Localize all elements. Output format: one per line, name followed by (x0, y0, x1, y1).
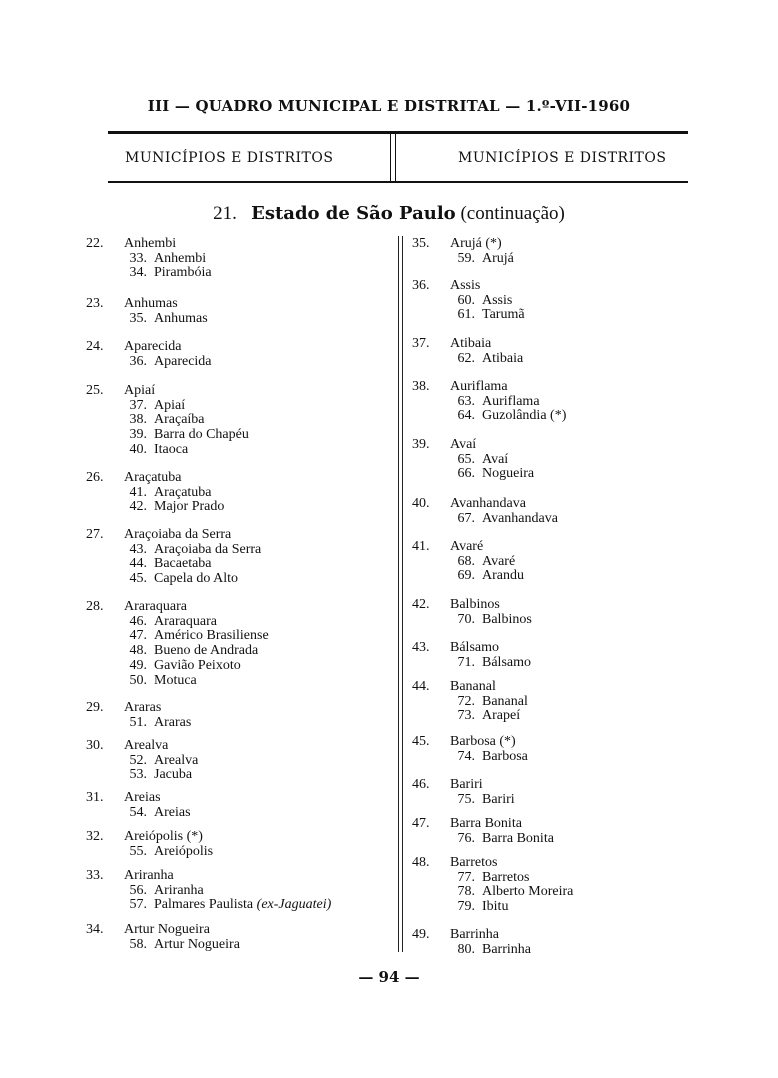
municipio-number: 40. (412, 496, 430, 511)
municipio-number: 49. (412, 927, 430, 942)
distrito-name: Barretos (482, 869, 530, 885)
municipio-name: Arujá (*) (450, 236, 502, 251)
distrito-line (86, 312, 208, 327)
distrito-line (86, 443, 249, 458)
distrito-name: Assis (482, 292, 513, 308)
distrito-number: 56. (129, 882, 147, 898)
distrito-name: Jacuba (154, 767, 193, 783)
distrito-number: 55. (129, 843, 147, 859)
municipio-name: Araçoiaba da Serra (124, 527, 232, 542)
distrito-name: Anhumas (154, 310, 208, 326)
municipio-entry (412, 337, 523, 366)
distrito-name: Avanhandava (482, 510, 558, 526)
distrito-name: Américo Brasiliense (154, 628, 269, 644)
distrito-number: 33. (129, 250, 147, 266)
municipio-number: 45. (412, 734, 430, 749)
distrito-number: 40. (129, 441, 147, 457)
distrito-name: Motuca (154, 672, 197, 688)
page-header: III — QUADRO MUNICIPAL E DISTRITAL — 1.º-VII-1960 (147, 97, 631, 115)
distrito-number: 36. (129, 353, 147, 369)
distrito-line (412, 871, 573, 886)
municipio-entry (86, 791, 191, 820)
distrito-line (412, 885, 573, 900)
distrito-number: 75. (457, 791, 475, 807)
municipio-entry (412, 438, 534, 482)
municipio-entry (86, 830, 213, 859)
distrito-note: (ex-Jaguatei) (256, 897, 332, 913)
distrito-name: Bálsamo (482, 654, 531, 670)
municipio-entry (86, 237, 212, 281)
distrito-number: 71. (457, 654, 475, 670)
municipio-number: 29. (86, 700, 104, 715)
distrito-line (86, 629, 269, 644)
municipio-name: Bariri (450, 777, 483, 792)
distrito-number: 44. (129, 556, 147, 572)
municipio-name: Areias (124, 790, 161, 805)
distrito-line (412, 409, 566, 424)
column-header-left: MUNICÍPIOS E DISTRITOS (125, 150, 334, 166)
distrito-number: 39. (129, 427, 147, 443)
municipio-number: 48. (412, 855, 430, 870)
municipio-number: 32. (86, 829, 104, 844)
municipio-line (412, 856, 573, 871)
municipio-name: Araraquara (124, 599, 187, 614)
distrito-name: Araraquara (154, 613, 217, 629)
distrito-number: 76. (457, 830, 475, 846)
distrito-number: 64. (457, 408, 475, 424)
distrito-number: 72. (457, 693, 475, 709)
column-header-right: MUNICÍPIOS E DISTRITOS (458, 150, 667, 166)
distrito-name: Areias (154, 804, 191, 820)
municipio-entry (86, 869, 331, 913)
distrito-number: 66. (457, 466, 475, 482)
distrito-name: Nogueira (482, 466, 535, 482)
municipio-entry (86, 923, 240, 952)
municipio-number: 41. (412, 539, 430, 554)
municipio-entry (86, 701, 191, 730)
distrito-line (86, 486, 224, 501)
distrito-number: 37. (129, 397, 147, 413)
distrito-name: Arealva (154, 752, 199, 768)
distrito-name: Tarumã (482, 307, 525, 323)
municipio-name: Atibaia (450, 336, 492, 351)
municipio-number: 25. (86, 383, 104, 398)
municipio-name: Artur Nogueira (124, 922, 210, 937)
distrito-number: 54. (129, 804, 147, 820)
distrito-number: 58. (129, 936, 147, 952)
municipio-line (86, 471, 224, 486)
municipio-name: Avaí (450, 437, 477, 452)
municipio-line (412, 540, 524, 555)
distrito-number: 48. (129, 643, 147, 659)
municipio-line (86, 830, 213, 845)
distrito-number: 67. (457, 510, 475, 526)
municipio-line (412, 337, 523, 352)
distrito-number: 70. (457, 611, 475, 627)
distrito-name: Ibitu (482, 899, 509, 915)
distrito-name: Artur Nogueira (154, 936, 240, 952)
distrito-name: Balbinos (482, 611, 532, 627)
municipio-entry (86, 600, 269, 688)
municipio-name: Barra Bonita (450, 816, 522, 831)
distrito-line (86, 399, 249, 414)
distrito-name: Palmares Paulista (154, 897, 254, 913)
municipio-name: Avanhandava (450, 496, 526, 511)
distrito-line (86, 898, 331, 913)
distrito-name: Anhembi (154, 250, 207, 266)
distrito-name: Bariri (482, 791, 515, 807)
distrito-number: 35. (129, 310, 147, 326)
distrito-line (412, 695, 528, 710)
municipio-line (86, 528, 261, 543)
distrito-number: 61. (457, 307, 475, 323)
distrito-line (412, 512, 558, 527)
municipio-line (412, 817, 554, 832)
distrito-line (412, 395, 566, 410)
distrito-line (412, 656, 531, 671)
distrito-name: Alberto Moreira (482, 884, 574, 900)
distrito-number: 45. (129, 571, 147, 587)
distrito-number: 42. (129, 499, 147, 515)
distrito-line (86, 884, 331, 899)
distrito-name: Barbosa (482, 748, 528, 764)
municipio-entry (412, 380, 566, 424)
distrito-line (86, 266, 212, 281)
distrito-name: Barrinha (482, 941, 531, 957)
distrito-line (412, 308, 525, 323)
municipio-line (412, 237, 514, 252)
municipio-line (412, 598, 532, 613)
distrito-name: Araçaíba (154, 412, 205, 428)
distrito-name: Itaoca (154, 441, 189, 457)
page-number: — 94 — (358, 968, 420, 986)
distrito-line (412, 832, 554, 847)
municipio-line (86, 237, 212, 252)
distrito-number: 49. (129, 657, 147, 673)
distrito-name: Arapeí (482, 708, 521, 724)
distrito-number: 62. (457, 350, 475, 366)
municipio-number: 42. (412, 597, 430, 612)
distrito-number: 50. (129, 672, 147, 688)
distrito-name: Araçatuba (154, 484, 212, 500)
distrito-name: Barra Bonita (482, 830, 554, 846)
section-title (0, 203, 778, 225)
municipio-name: Assis (450, 278, 481, 293)
distrito-name: Araras (154, 714, 192, 730)
municipio-entry (412, 540, 524, 584)
distrito-name: Auriflama (482, 393, 540, 409)
municipio-line (86, 384, 249, 399)
municipio-line (412, 497, 558, 512)
municipio-entry (412, 778, 515, 807)
municipio-number: 43. (412, 640, 430, 655)
municipio-entry (86, 528, 261, 587)
distrito-line (412, 709, 528, 724)
distrito-number: 60. (457, 292, 475, 308)
distrito-name: Atibaia (482, 350, 524, 366)
distrito-line (86, 845, 213, 860)
municipio-name: Auriflama (450, 379, 508, 394)
municipio-entry (412, 641, 531, 670)
municipio-entry (412, 735, 528, 764)
distrito-name: Bacaetaba (154, 556, 212, 572)
distrito-name: Avaí (482, 451, 509, 467)
header-rule-bottom (108, 181, 688, 183)
municipio-entry (412, 237, 514, 266)
distrito-name: Apiaí (154, 397, 186, 413)
distrito-line (86, 413, 249, 428)
municipio-name: Araras (124, 700, 162, 715)
distrito-line (86, 768, 198, 783)
municipio-name: Balbinos (450, 597, 500, 612)
municipio-entry (412, 817, 554, 846)
municipio-number: 44. (412, 679, 430, 694)
distrito-number: 69. (457, 568, 475, 584)
distrito-number: 77. (457, 869, 475, 885)
distrito-number: 80. (457, 941, 475, 957)
municipio-line (412, 680, 528, 695)
distrito-number: 38. (129, 412, 147, 428)
municipio-name: Anhumas (124, 296, 178, 311)
distrito-line (412, 900, 573, 915)
column-divider (398, 236, 403, 952)
distrito-number: 51. (129, 714, 147, 730)
distrito-name: Areiópolis (154, 843, 214, 859)
municipio-name: Ariranha (124, 868, 174, 883)
distrito-line (412, 793, 515, 808)
distrito-line (86, 716, 191, 731)
distrito-line (86, 806, 191, 821)
municipio-number: 37. (412, 336, 430, 351)
distrito-line (412, 467, 534, 482)
distrito-line (412, 453, 534, 468)
distrito-name: Avaré (482, 553, 516, 569)
column-header-divider (390, 134, 396, 181)
municipio-line (86, 297, 208, 312)
municipio-number: 28. (86, 599, 104, 614)
municipio-number: 38. (412, 379, 430, 394)
distrito-line (412, 555, 524, 570)
municipio-number: 47. (412, 816, 430, 831)
municipio-line (86, 739, 198, 754)
municipio-entry (86, 739, 198, 783)
municipio-line (86, 791, 191, 806)
municipio-entry (412, 279, 525, 323)
municipio-line (412, 735, 528, 750)
distrito-name: Pirambóia (154, 265, 212, 281)
distrito-line (412, 569, 524, 584)
municipio-name: Barretos (450, 855, 498, 870)
municipio-entry (86, 340, 212, 369)
municipio-name: Areiópolis (*) (124, 829, 203, 844)
municipio-line (412, 928, 531, 943)
municipio-name: Aparecida (124, 339, 182, 354)
municipio-number: 36. (412, 278, 430, 293)
municipio-number: 31. (86, 790, 104, 805)
distrito-line (86, 938, 240, 953)
distrito-name: Barra do Chapéu (154, 427, 249, 443)
municipio-name: Avaré (450, 539, 484, 554)
municipio-number: 35. (412, 236, 430, 251)
distrito-line (412, 352, 523, 367)
distrito-line (86, 557, 261, 572)
distrito-number: 79. (457, 899, 475, 915)
distrito-number: 63. (457, 393, 475, 409)
municipio-line (412, 438, 534, 453)
municipio-line (86, 340, 212, 355)
municipio-entry (412, 928, 531, 957)
header-rule-top (108, 131, 688, 134)
distrito-line (86, 428, 249, 443)
distrito-number: 68. (457, 553, 475, 569)
distrito-number: 34. (129, 265, 147, 281)
municipio-number: 26. (86, 470, 104, 485)
distrito-line (86, 674, 269, 689)
municipio-number: 22. (86, 236, 104, 251)
municipio-entry (86, 471, 224, 515)
distrito-line (412, 294, 525, 309)
distrito-name: Gavião Peixoto (154, 657, 241, 673)
distrito-number: 78. (457, 884, 475, 900)
municipio-line (412, 279, 525, 294)
distrito-name: Major Prado (154, 499, 225, 515)
distrito-line (86, 355, 212, 370)
municipio-entry (412, 497, 558, 526)
distrito-line (412, 943, 531, 958)
municipio-number: 27. (86, 527, 104, 542)
municipio-entry (412, 680, 528, 724)
municipio-entry (412, 856, 573, 915)
municipio-name: Arealva (124, 738, 169, 753)
distrito-number: 46. (129, 613, 147, 629)
distrito-line (86, 615, 269, 630)
distrito-number: 59. (457, 250, 475, 266)
distrito-line (86, 644, 269, 659)
municipio-number: 33. (86, 868, 104, 883)
distrito-number: 52. (129, 752, 147, 768)
municipio-line (412, 641, 531, 656)
municipio-line (412, 380, 566, 395)
municipio-line (86, 869, 331, 884)
municipio-line (86, 701, 191, 716)
distrito-number: 73. (457, 708, 475, 724)
municipio-name: Apiaí (124, 383, 156, 398)
municipio-name: Bálsamo (450, 640, 499, 655)
municipio-name: Araçatuba (124, 470, 182, 485)
municipio-line (86, 600, 269, 615)
distrito-name: Capela do Alto (154, 571, 238, 587)
section-number: 21. (213, 203, 237, 224)
municipio-number: 24. (86, 339, 104, 354)
distrito-line (86, 543, 261, 558)
distrito-name: Arujá (482, 250, 514, 266)
municipio-number: 39. (412, 437, 430, 452)
distrito-line (86, 754, 198, 769)
section-continuation: (continuação) (460, 203, 565, 224)
distrito-line (86, 252, 212, 267)
distrito-name: Aparecida (154, 353, 212, 369)
municipio-name: Anhembi (124, 236, 177, 251)
distrito-number: 65. (457, 451, 475, 467)
distrito-line (412, 750, 528, 765)
municipio-name: Barrinha (450, 927, 499, 942)
distrito-number: 57. (129, 897, 147, 913)
distrito-name: Ariranha (154, 882, 204, 898)
distrito-name: Arandu (482, 568, 524, 584)
municipio-name: Barbosa (*) (450, 734, 516, 749)
distrito-line (412, 613, 532, 628)
municipio-number: 34. (86, 922, 104, 937)
distrito-number: 53. (129, 767, 147, 783)
municipio-entry (86, 384, 249, 458)
municipio-number: 23. (86, 296, 104, 311)
distrito-line (412, 252, 514, 267)
distrito-name: Araçoiaba da Serra (154, 541, 262, 557)
distrito-line (86, 659, 269, 674)
distrito-name: Bananal (482, 693, 528, 709)
municipio-number: 30. (86, 738, 104, 753)
distrito-number: 43. (129, 541, 147, 557)
municipio-number: 46. (412, 777, 430, 792)
municipio-entry (412, 598, 532, 627)
section-state: Estado de São Paulo (251, 203, 456, 224)
distrito-number: 74. (457, 748, 475, 764)
distrito-line (86, 572, 261, 587)
municipio-entry (86, 297, 208, 326)
distrito-number: 47. (129, 628, 147, 644)
distrito-name: Guzolândia (*) (482, 408, 567, 424)
distrito-number: 41. (129, 484, 147, 500)
municipio-line (86, 923, 240, 938)
distrito-line (86, 500, 224, 515)
municipio-name: Bananal (450, 679, 496, 694)
distrito-name: Bueno de Andrada (154, 643, 259, 659)
municipio-line (412, 778, 515, 793)
